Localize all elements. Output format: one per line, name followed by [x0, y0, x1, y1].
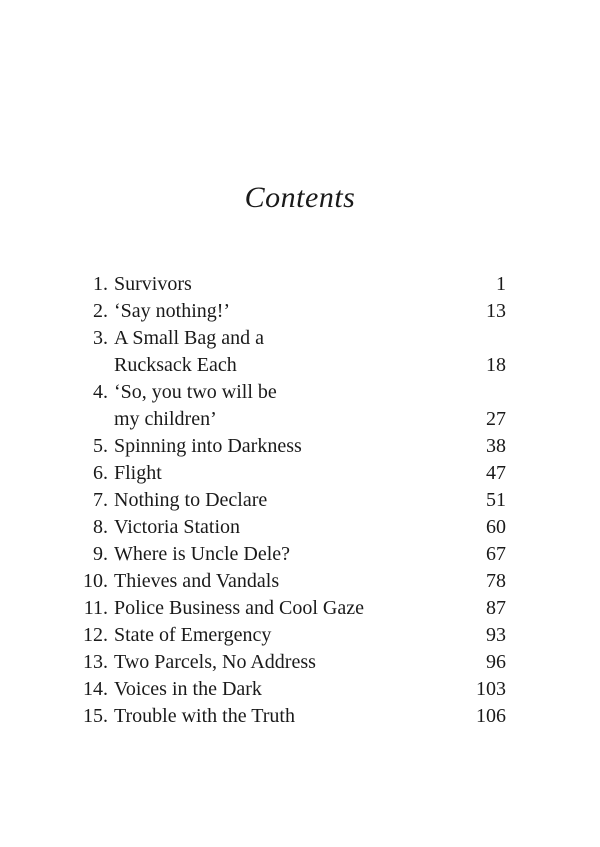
chapter-page-number: 106 — [476, 705, 506, 727]
chapter-title-line: Trouble with the Truth — [114, 705, 295, 727]
chapter-number: 9. — [93, 543, 108, 565]
chapter-number: 10. — [83, 570, 108, 592]
chapter-title-line: Rucksack Each — [114, 354, 237, 376]
chapter-title-line: Two Parcels, No Address — [114, 651, 316, 673]
chapter-number: 15. — [83, 705, 108, 727]
chapter-title-line: Survivors — [114, 273, 192, 295]
chapter-title-line: my children’ — [114, 408, 217, 430]
chapter-title — [114, 271, 466, 298]
chapter-title-line: State of Emergency — [114, 624, 272, 646]
chapter-number: 1. — [93, 273, 108, 295]
chapter-number: 11. — [83, 597, 108, 619]
toc-entry — [40, 487, 506, 514]
toc-entry — [40, 541, 506, 568]
chapter-number: 6. — [93, 462, 108, 484]
chapter-page-number: 47 — [486, 462, 506, 484]
toc-entry — [40, 622, 506, 649]
chapter-title-line: ‘So, you two will be — [114, 381, 277, 403]
chapter-page-number: 60 — [486, 516, 506, 538]
chapter-title — [114, 568, 466, 595]
chapter-number: 3. — [93, 327, 108, 349]
toc-entry — [40, 649, 506, 676]
chapter-number: 4. — [93, 381, 108, 403]
chapter-title — [114, 541, 466, 568]
toc-entry — [40, 514, 506, 541]
chapter-title-line: Where is Uncle Dele? — [114, 543, 291, 565]
toc-entry — [40, 325, 506, 379]
page-title: Contents — [244, 181, 356, 214]
toc-entry — [40, 703, 506, 730]
chapter-title-line: Spinning into Darkness — [114, 435, 302, 457]
chapter-page-number: 96 — [486, 651, 506, 673]
toc-entry — [40, 379, 506, 433]
chapter-title-line: A Small Bag and a — [114, 327, 264, 349]
chapter-title — [114, 514, 466, 541]
chapter-title — [114, 325, 466, 379]
chapter-page-number: 38 — [486, 435, 506, 457]
chapter-number: 5. — [93, 435, 108, 457]
chapter-title — [114, 460, 466, 487]
toc-entry — [40, 271, 506, 298]
chapter-page-number: 51 — [486, 489, 506, 511]
chapter-title — [114, 703, 466, 730]
toc-entry — [40, 676, 506, 703]
chapter-number: 13. — [83, 651, 108, 673]
chapter-number: 2. — [93, 300, 108, 322]
chapter-title — [114, 595, 466, 622]
chapter-page-number: 13 — [486, 300, 506, 322]
chapter-page-number: 67 — [486, 543, 506, 565]
chapter-page-number: 1 — [496, 273, 506, 295]
chapter-title — [114, 379, 466, 433]
chapter-number: 7. — [93, 489, 108, 511]
chapter-number: 14. — [83, 678, 108, 700]
chapter-title-line: Nothing to Declare — [114, 489, 268, 511]
chapter-page-number: 87 — [486, 597, 506, 619]
chapter-title — [114, 433, 466, 460]
chapter-page-number: 78 — [486, 570, 506, 592]
chapter-title — [114, 298, 466, 325]
chapter-title-line: Voices in the Dark — [114, 678, 262, 700]
toc-entry — [40, 595, 506, 622]
toc-entry — [40, 433, 506, 460]
chapter-title-line: Flight — [114, 462, 162, 484]
chapter-title — [114, 649, 466, 676]
chapter-title — [114, 676, 466, 703]
chapter-title-line: Victoria Station — [114, 516, 240, 538]
chapter-title-line: ‘Say nothing!’ — [114, 300, 231, 322]
chapter-page-number: 27 — [486, 408, 506, 430]
chapter-title — [114, 622, 466, 649]
toc-entry — [40, 298, 506, 325]
chapter-title-line: Thieves and Vandals — [114, 570, 280, 592]
chapter-title-line: Police Business and Cool Gaze — [114, 597, 364, 619]
table-of-contents — [40, 271, 506, 730]
chapter-title — [114, 487, 466, 514]
toc-entry — [40, 568, 506, 595]
toc-entry — [40, 460, 506, 487]
chapter-number: 8. — [93, 516, 108, 538]
chapter-page-number: 93 — [486, 624, 506, 646]
chapter-page-number: 103 — [476, 678, 506, 700]
chapter-page-number: 18 — [486, 354, 506, 376]
chapter-number: 12. — [83, 624, 108, 646]
